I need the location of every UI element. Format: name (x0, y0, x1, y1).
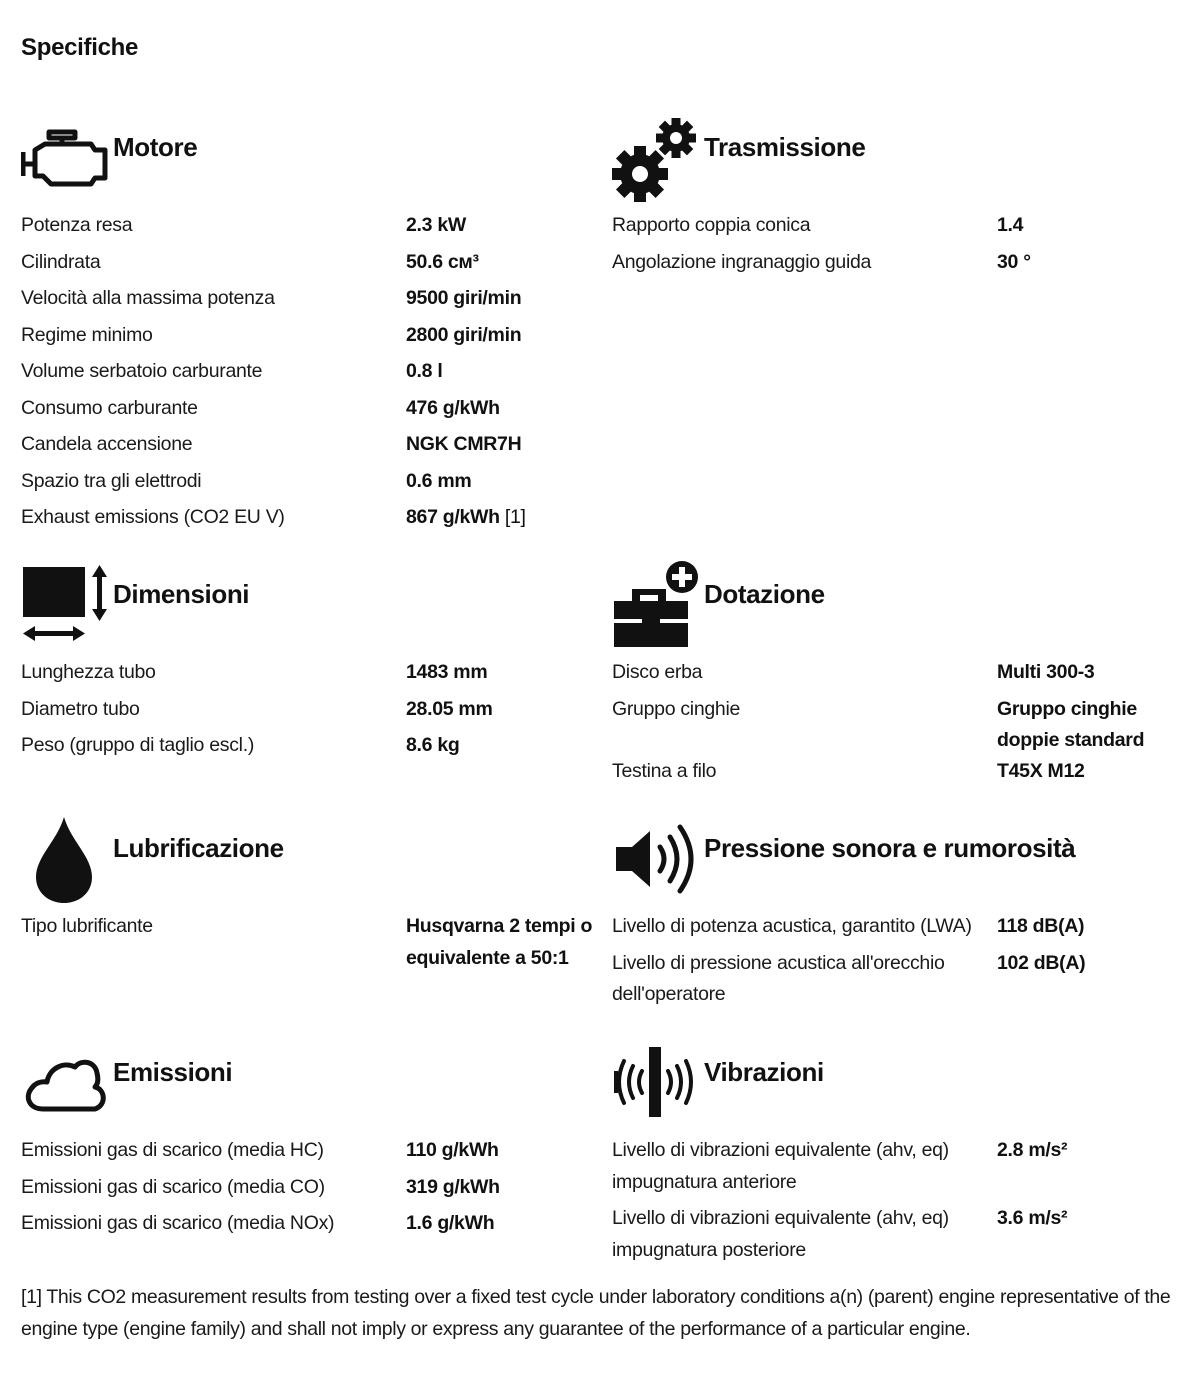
spec-value: 867 g/kWh (406, 506, 500, 528)
spec-value: 118 dB(A) (997, 915, 1085, 937)
spec-value-with-note (406, 502, 596, 534)
spec-row (21, 694, 601, 726)
spec-value: 28.05 mm (406, 697, 493, 720)
spec-label: Velocità alla massima potenza (21, 287, 275, 309)
oil-drop-icon (21, 811, 111, 907)
footnote-ref: [1] (499, 506, 526, 528)
spec-label: Spazio tra gli elettrodi (21, 469, 202, 492)
spec-row (21, 1208, 601, 1240)
section-dimensioni (21, 557, 601, 756)
vibration-icon (612, 1035, 702, 1131)
spec-value: 9500 giri/min (406, 287, 522, 309)
spec-row (612, 694, 1192, 757)
spec-row (612, 1203, 1192, 1266)
spec-row (21, 911, 601, 974)
spec-row (612, 210, 1192, 242)
spec-value: 102 dB(A) (997, 951, 1086, 974)
spec-label: Testina a filo (612, 759, 717, 782)
section-title: Motore (113, 132, 198, 162)
gears-icon (612, 110, 702, 206)
dimensions-icon (21, 557, 111, 653)
spec-row (612, 756, 1192, 788)
section-dotazione (612, 557, 1192, 782)
section-trasmissione (612, 110, 1192, 273)
section-vibrazioni (612, 1035, 1192, 1261)
speaker-icon (612, 811, 702, 907)
spec-row (21, 429, 601, 461)
spec-value: 50.6 cм³ (406, 250, 479, 273)
spec-label: Consumo carburante (21, 396, 198, 419)
spec-row (612, 1135, 1192, 1198)
spec-label: Peso (gruppo di taglio escl.) (21, 734, 255, 756)
section-emissioni (21, 1035, 601, 1234)
spec-value: 2.8 m/s² (997, 1139, 1068, 1161)
spec-row (21, 657, 601, 689)
engine-icon (21, 110, 111, 206)
section-title: Vibrazioni (704, 1057, 824, 1087)
spec-value: 0.8 l (406, 360, 443, 382)
spec-row (21, 393, 601, 425)
spec-value: 1483 mm (406, 661, 488, 683)
spec-value: 1.4 (997, 214, 1024, 236)
spec-row (21, 210, 601, 242)
spec-value: 30 ° (997, 250, 1031, 273)
spec-label: Exhaust emissions (CO2 EU V) (21, 506, 285, 528)
spec-label: Angolazione ingranaggio guida (612, 250, 872, 273)
spec-row (612, 657, 1192, 689)
spec-row (612, 948, 1192, 1011)
spec-label: Emissioni gas di scarico (media CO) (21, 1175, 325, 1198)
footnote: [1] This CO2 measurement results from testing over a fixed test cycle under laboratory conditions a(n) (parent) engine representative of the engine type (engine family) and shall not imply or express any guarantee of the performance of a particular engine. (21, 1286, 1171, 1340)
section-lubrificazione (21, 811, 601, 969)
spec-row (21, 502, 601, 534)
cloud-icon (21, 1035, 111, 1131)
section-title: Pressione sonora e rumorosità (704, 833, 1076, 863)
spec-label: Livello di potenza acustica, garantito (LWA) (612, 915, 972, 937)
section-title: Emissioni (113, 1057, 233, 1087)
spec-value: 476 g/kWh (406, 396, 500, 419)
spec-value: 0.6 mm (406, 469, 472, 492)
section-title: Dimensioni (113, 579, 250, 609)
spec-value: 110 g/kWh (406, 1139, 499, 1161)
toolbox-plus-icon (612, 557, 702, 653)
spec-row (612, 911, 1192, 943)
spec-row (21, 356, 601, 388)
spec-value: Multi 300-3 (997, 661, 1095, 683)
spec-value: 319 g/kWh (406, 1175, 500, 1198)
spec-label: Candela accensione (21, 433, 193, 455)
spec-label: Cilindrata (21, 250, 101, 273)
section-pressione-sonora (612, 811, 1192, 1005)
section-title: Lubrificazione (113, 833, 284, 863)
spec-row (21, 1172, 601, 1204)
spec-label: Tipo lubrificante (21, 915, 153, 937)
spec-row (612, 247, 1192, 279)
spec-value: 1.6 g/kWh (406, 1212, 495, 1234)
spec-value: Gruppo cinghie doppie standard (997, 697, 1145, 751)
spec-label: Disco erba (612, 661, 703, 683)
spec-label: Potenza resa (21, 214, 133, 236)
spec-label: Emissioni gas di scarico (media NOx) (21, 1212, 335, 1234)
spec-row (21, 283, 601, 315)
spec-label: Lunghezza tubo (21, 661, 156, 683)
section-title: Trasmissione (704, 132, 866, 162)
spec-label: Diametro tubo (21, 697, 140, 720)
section-motore (21, 110, 601, 528)
page-title: Specifiche (21, 34, 139, 61)
spec-value: 8.6 kg (406, 734, 460, 756)
spec-row (21, 730, 601, 762)
spec-row (21, 1135, 601, 1167)
spec-label: Livello di pressione acustica all'orecchio dell'operatore (612, 951, 945, 1005)
spec-label: Gruppo cinghie (612, 697, 741, 720)
spec-value: NGK CMR7H (406, 433, 522, 455)
spec-row (21, 466, 601, 498)
spec-label: Volume serbatoio carburante (21, 360, 263, 382)
spec-label: Emissioni gas di scarico (media HC) (21, 1139, 324, 1161)
section-title: Dotazione (704, 579, 825, 609)
spec-label: Regime minimo (21, 323, 153, 346)
spec-label: Rapporto coppia conica (612, 214, 811, 236)
spec-row (21, 320, 601, 352)
spec-value: Husqvarna 2 tempi o equivalente a 50:1 (406, 915, 593, 969)
spec-row (21, 247, 601, 279)
spec-label: Livello di vibrazioni equivalente (ahv, eq) impugnatura anteriore (612, 1139, 949, 1193)
spec-label: Livello di vibrazioni equivalente (ahv, eq) impugnatura posteriore (612, 1207, 949, 1261)
spec-value: 2800 giri/min (406, 323, 522, 346)
spec-value: 2.3 kW (406, 214, 466, 236)
spec-value: T45X M12 (997, 759, 1085, 782)
spec-value: 3.6 m/s² (997, 1207, 1068, 1229)
